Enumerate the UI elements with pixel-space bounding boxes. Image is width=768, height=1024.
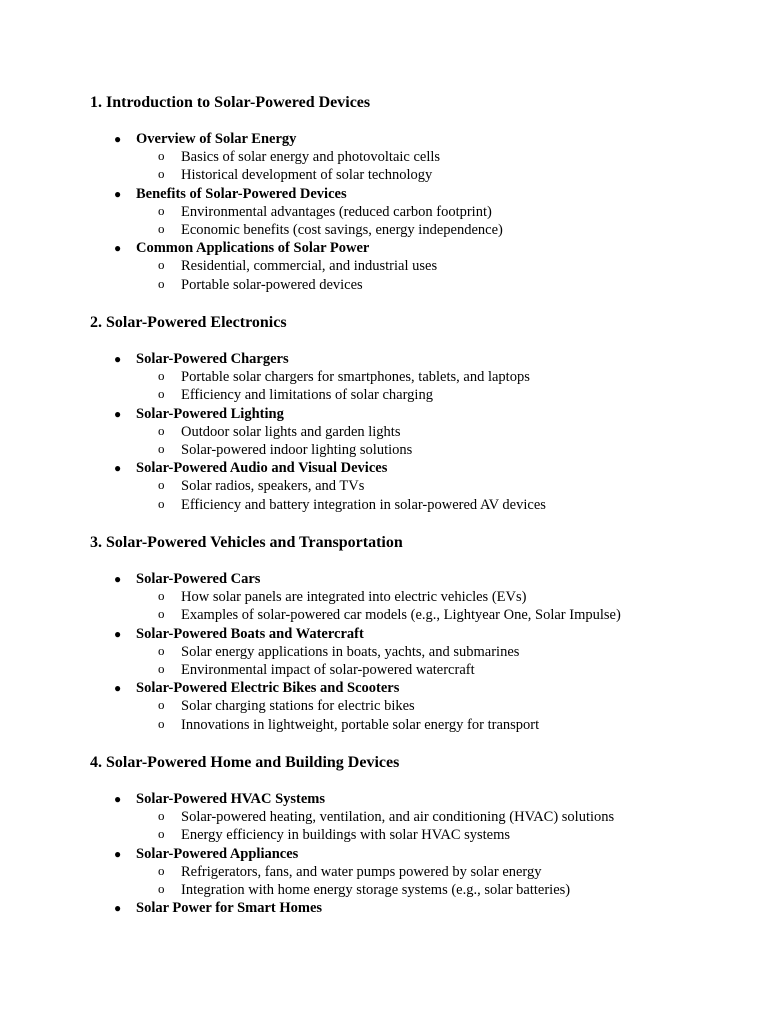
topic-list (0, 570, 768, 734)
subtopic-text: How solar panels are integrated into electric vehicles (EVs) (181, 589, 527, 606)
circle-bullet-icon: o (158, 642, 165, 658)
topic-title: Solar Power for Smart Homes (136, 900, 323, 917)
circle-bullet-icon: o (158, 440, 165, 456)
subtopic-item (0, 826, 768, 844)
subtopic-text: Residential, commercial, and industrial uses (181, 258, 438, 275)
topic-item (0, 679, 768, 697)
bullet-icon: ● (114, 572, 122, 586)
circle-bullet-icon: o (158, 826, 165, 842)
subtopic-text: Solar charging stations for electric bikes (181, 698, 415, 715)
circle-bullet-icon: o (158, 808, 165, 824)
subtopic-item (0, 148, 768, 166)
topic-title: Solar-Powered Lighting (136, 405, 284, 422)
circle-bullet-icon: o (158, 588, 165, 604)
topic-title: Solar-Powered Chargers (136, 351, 289, 367)
subtopic-text: Solar radios, speakers, and TVs (181, 478, 365, 495)
subtopic-item (0, 257, 768, 275)
topic-list (0, 790, 768, 917)
topic-item (0, 130, 768, 148)
subtopic-item (0, 863, 768, 881)
bullet-icon: ● (114, 461, 122, 476)
subtopic-text: Environmental advantages (reduced carbon footprint) (181, 203, 492, 220)
circle-bullet-icon: o (158, 715, 165, 731)
bullet-icon: ● (114, 352, 122, 366)
subtopic-text: Portable solar chargers for smartphones, tablets, and laptops (181, 369, 530, 386)
circle-bullet-icon: o (158, 660, 165, 676)
section-heading: 1. Introduction to Solar-Powered Devices (90, 94, 371, 111)
subtopic-text: Innovations in lightweight, portable solar energy for transport (181, 716, 540, 733)
topic-title: Solar-Powered HVAC Systems (136, 791, 326, 807)
circle-bullet-icon: o (158, 495, 165, 511)
subtopic-item (0, 166, 768, 184)
bullet-icon: ● (114, 186, 122, 201)
circle-bullet-icon: o (158, 148, 165, 164)
topic-item (0, 625, 768, 643)
circle-bullet-icon: o (158, 220, 165, 236)
circle-bullet-icon: o (158, 697, 165, 713)
subtopic-item (0, 716, 768, 734)
section-heading: 4. Solar-Powered Home and Building Devices (90, 754, 400, 771)
subtopic-item (0, 606, 768, 624)
topic-title: Solar-Powered Appliances (136, 845, 299, 862)
topic-title: Overview of Solar Energy (136, 131, 297, 147)
subtopic-item (0, 661, 768, 679)
subtopic-item (0, 386, 768, 404)
topic-item (0, 790, 768, 808)
subtopic-item (0, 203, 768, 221)
subtopic-text: Refrigerators, fans, and water pumps powered by solar energy (181, 863, 542, 880)
topic-item (0, 350, 768, 368)
bullet-icon: ● (114, 132, 122, 146)
topic-item (0, 899, 768, 917)
subtopic-item (0, 643, 768, 661)
bullet-icon: ● (114, 241, 122, 256)
subtopic-item (0, 221, 768, 239)
topic-item (0, 459, 768, 477)
section-heading: 2. Solar-Powered Electronics (90, 314, 287, 331)
subtopic-text: Efficiency and limitations of solar charging (181, 387, 433, 404)
circle-bullet-icon: o (158, 477, 165, 493)
circle-bullet-icon: o (158, 422, 165, 438)
subtopic-item (0, 477, 768, 495)
subtopic-text: Integration with home energy storage systems (e.g., solar batteries) (181, 881, 571, 898)
subtopic-text: Outdoor solar lights and garden lights (181, 423, 401, 440)
subtopic-item (0, 808, 768, 826)
circle-bullet-icon: o (158, 880, 165, 896)
topic-list (0, 130, 768, 294)
bullet-icon: ● (114, 792, 122, 806)
subtopic-item (0, 881, 768, 899)
topic-title: Benefits of Solar-Powered Devices (136, 185, 347, 202)
bullet-icon: ● (114, 901, 122, 916)
subtopic-text: Examples of solar-powered car models (e.g., Lightyear One, Solar Impulse) (181, 607, 621, 624)
subtopic-item (0, 697, 768, 715)
bullet-icon: ● (114, 406, 122, 421)
subtopic-item (0, 368, 768, 386)
topic-item (0, 185, 768, 203)
circle-bullet-icon: o (158, 202, 165, 218)
circle-bullet-icon: o (158, 275, 165, 291)
topic-title: Solar-Powered Boats and Watercraft (136, 625, 364, 642)
topic-title: Common Applications of Solar Power (136, 240, 370, 257)
subtopic-text: Solar-powered indoor lighting solutions (181, 441, 413, 458)
circle-bullet-icon: o (158, 257, 165, 273)
bullet-icon: ● (114, 681, 122, 696)
circle-bullet-icon: o (158, 166, 165, 182)
subtopic-text: Efficiency and battery integration in solar-powered AV devices (181, 496, 546, 513)
subtopic-item (0, 276, 768, 294)
subtopic-text: Portable solar-powered devices (181, 276, 363, 293)
topic-item (0, 570, 768, 588)
bullet-icon: ● (114, 626, 122, 641)
topic-title: Solar-Powered Electric Bikes and Scooters (136, 680, 400, 697)
subtopic-item (0, 423, 768, 441)
subtopic-text: Economic benefits (cost savings, energy independence) (181, 221, 503, 238)
subtopic-text: Basics of solar energy and photovoltaic cells (181, 149, 441, 166)
subtopic-text: Environmental impact of solar-powered watercraft (181, 661, 475, 678)
subtopic-item (0, 441, 768, 459)
subtopic-text: Solar energy applications in boats, yachts, and submarines (181, 643, 520, 660)
circle-bullet-icon: o (158, 386, 165, 402)
topic-title: Solar-Powered Cars (136, 571, 261, 587)
subtopic-text: Historical development of solar technology (181, 167, 433, 184)
topic-item (0, 239, 768, 257)
topic-item (0, 845, 768, 863)
section-heading: 3. Solar-Powered Vehicles and Transportation (90, 534, 403, 551)
circle-bullet-icon: o (158, 862, 165, 878)
subtopic-text: Solar-powered heating, ventilation, and air conditioning (HVAC) solutions (181, 809, 615, 826)
topic-list (0, 350, 768, 514)
bullet-icon: ● (114, 846, 122, 861)
subtopic-item (0, 496, 768, 514)
subtopic-item (0, 588, 768, 606)
topic-title: Solar-Powered Audio and Visual Devices (136, 460, 388, 477)
subtopic-text: Energy efficiency in buildings with solar HVAC systems (181, 827, 511, 844)
topic-item (0, 405, 768, 423)
circle-bullet-icon: o (158, 606, 165, 622)
circle-bullet-icon: o (158, 368, 165, 384)
